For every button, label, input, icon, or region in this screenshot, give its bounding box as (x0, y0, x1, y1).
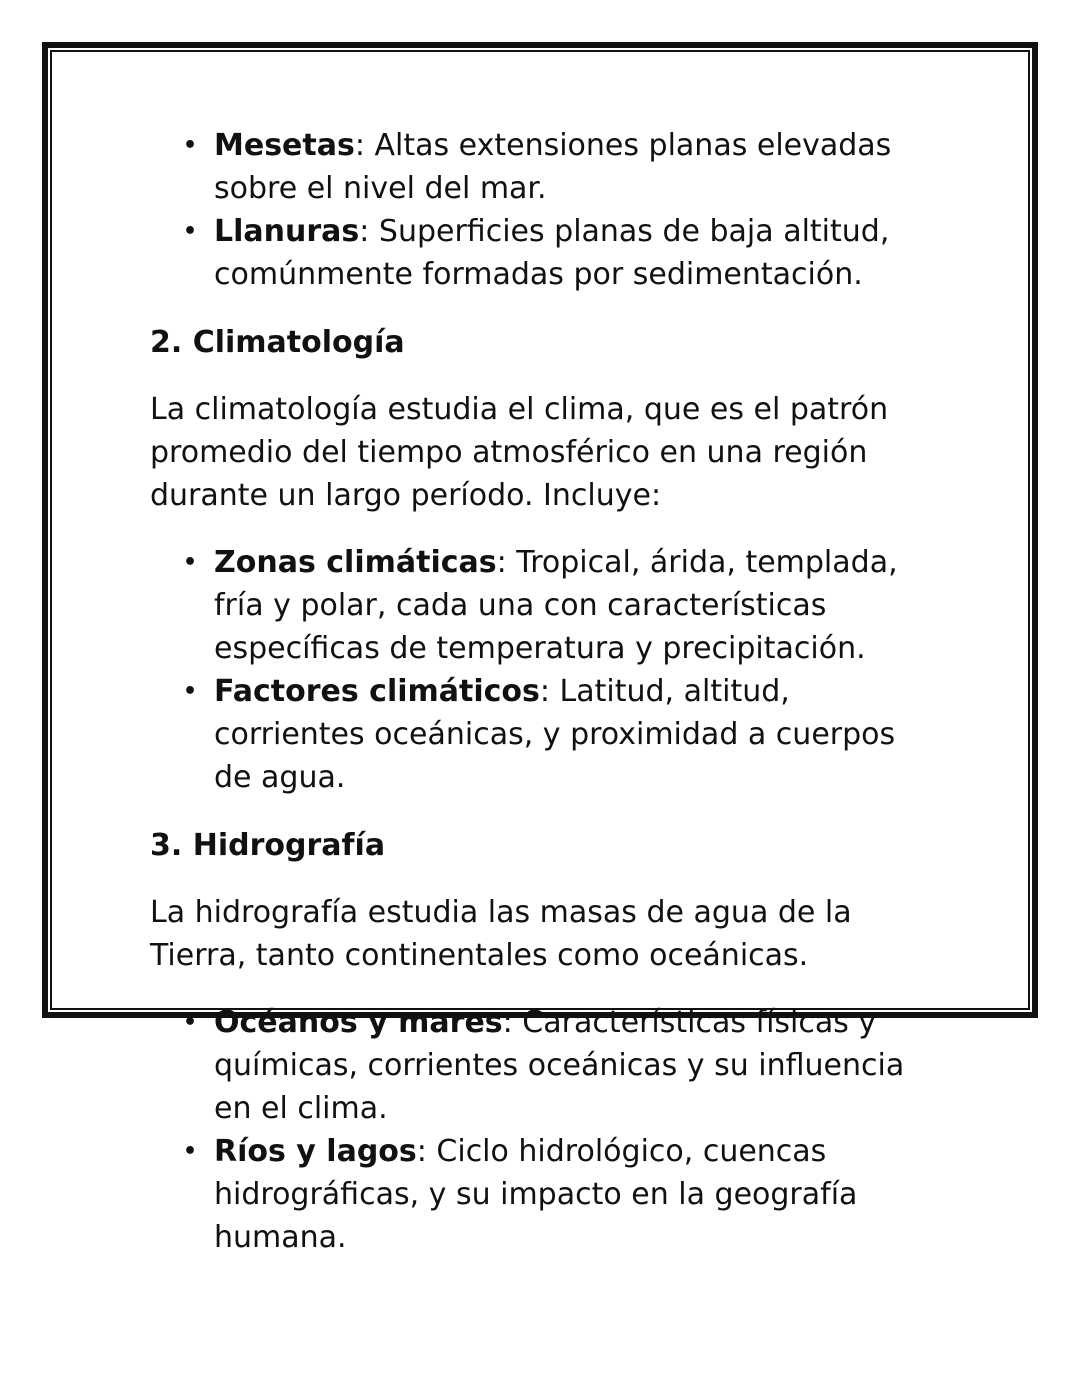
bullet-icon: • (183, 219, 198, 244)
list-text: : Características físicas y químicas, corrientes oceánicas y su influencia en el clima. (214, 1005, 905, 1126)
list-text: : Ciclo hidrológico, cuencas hidrográficas, y su impacto en la geografía humana. (214, 1134, 858, 1255)
bullet-icon: • (183, 679, 198, 704)
bullet-icon: • (183, 1139, 198, 1164)
list-item (183, 1130, 940, 1259)
section-intro-climatologia: La climatología estudia el clima, que es el patrón promedio del tiempo atmosférico en una región durante un largo período. Incluye: (150, 392, 889, 513)
section-heading-hidrografia: 3. Hidrografía (150, 828, 386, 863)
list-term: Mesetas (214, 128, 355, 163)
section-heading-climatologia: 2. Climatología (150, 325, 405, 360)
list-term: Ríos y lagos (214, 1134, 417, 1169)
list-item (183, 210, 940, 296)
list-term: Zonas climáticas (214, 545, 497, 580)
landform-list (150, 124, 940, 296)
list-item (183, 541, 940, 670)
hydrography-list (150, 1001, 940, 1259)
list-item (183, 124, 940, 210)
list-text: : Superficies planas de baja altitud, comúnmente formadas por sedimentación. (214, 214, 890, 292)
list-term: Océanos y mares (214, 1005, 503, 1040)
bullet-icon: • (183, 1010, 198, 1035)
list-text: : Tropical, árida, templada, fría y polar, cada una con características específicas de temperatura y precipitación. (214, 545, 898, 666)
section-intro-hidrografia: La hidrografía estudia las masas de agua de la Tierra, tanto continentales como oceánicas. (150, 895, 852, 973)
list-item (183, 1001, 940, 1130)
document-body (150, 124, 940, 1259)
list-term: Llanuras (214, 214, 360, 249)
list-text: : Latitud, altitud, corrientes oceánicas, y proximidad a cuerpos de agua. (214, 674, 896, 795)
list-item (183, 670, 940, 799)
climate-list (150, 541, 940, 799)
bullet-icon: • (183, 133, 198, 158)
bullet-icon: • (183, 550, 198, 575)
list-term: Factores climáticos (214, 674, 540, 709)
list-text: : Altas extensiones planas elevadas sobre el nivel del mar. (214, 128, 892, 206)
